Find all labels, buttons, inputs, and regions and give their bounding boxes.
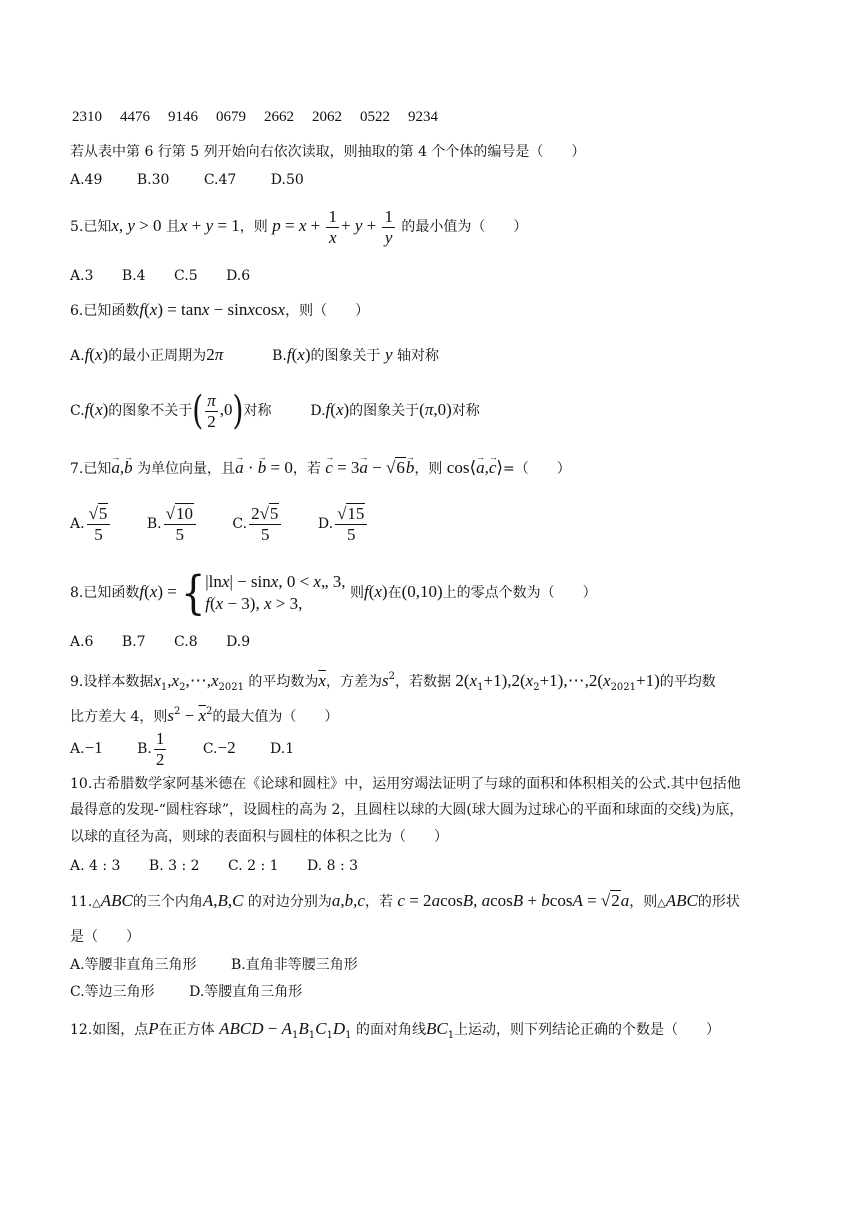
q6-stem: 6.已知函数f(x) = tanx − sinxcosx，则（ ） [70,300,370,319]
random-number: 0679 [216,109,246,125]
fraction: $\frac{1}{y}$ [384,206,393,247]
option-d: D. $\frac{√15}{5}$ [318,516,370,532]
q10-stem-line3: 以球的直径为高，则球的表面积与圆柱的体积之比为（ ） [70,829,448,845]
option-c: C.等边三角形 [70,984,155,1000]
option-a: A.49 [70,172,103,188]
random-number-row [72,107,456,127]
option-b: B.f(x)的图象关于 y 轴对称 [272,345,439,364]
q9-stem-line2: 比方差大 4，则$s^2 - \overline{x}^2$的最大值为（ ） [70,706,339,725]
option-c: C.f(x)的图象不关于( $\frac{\pi}{2}$ ,0)对称 [70,387,272,434]
random-number: 9146 [168,109,198,125]
option-d: D.1 [270,741,295,757]
option-c: C. $\frac{2√5}{5}$ [232,516,283,532]
q10-stem-line1: 10.古希腊数学家阿基米德在《论球和圆柱》中，运用穷竭法证明了与球的面积和体积相关的公式.其中包括他 [70,776,741,792]
random-number: 0522 [360,109,390,125]
option-d: D. 8 : 3 [306,858,359,874]
option-a: A. $\frac{√5}{5}$ [70,516,112,532]
option-b: B.4 [121,268,146,284]
q12-stem: 12.如图，点P在正方体 ABCD − $A_1B_1C_1D_1$ 的面对角线$BC_1$上运动，则下列结论正确的个数是（ ） [70,1019,721,1041]
q6-options-ab [70,345,439,366]
option-c: C.5 [174,268,198,284]
option-d: D.等腰直角三角形 [189,984,303,1000]
q8-options [70,632,250,652]
fraction: $\frac{1}{x}$ [328,206,337,247]
q5-options [70,266,250,286]
option-b: B.30 [136,172,170,188]
piecewise-function: |lnx| − sinx, 0 < x„ 3, f(x − 3), x > 3, [205,572,346,613]
q10-options [70,856,358,876]
option-c: C.−2 [202,738,236,757]
option-c: C.47 [203,172,237,188]
random-number: 2662 [264,109,294,125]
q11-options-cd [70,982,302,1002]
random-number: 2062 [312,109,342,125]
option-a: A.−1 [70,738,103,757]
q9-options [70,726,294,771]
option-d: D.50 [270,172,304,188]
option-c: C. 2 : 1 [227,858,279,874]
option-b: B.直角非等腰三角形 [231,957,358,973]
q9-stem: 9.设样本数据$x_1,x_2,\cdots,x_{2021}$ 的平均数为$\overline{x}$，方差为$s^2$，若数据 $2(x_1+1),2(x_2+1),\cdots,2(x_{2021}+1)$的平均数 [70,671,716,693]
option-c: C.8 [174,634,198,650]
random-number: 2310 [72,109,102,125]
q7-stem: 7.已知→ a,→ b 为单位向量，且→ a · → b = 0，若 → c = 3→ a − √6→ b，则 cos⟨→ a,→ c⟩=（ ） [70,458,571,479]
option-b: B. 3 : 2 [148,858,200,874]
option-a: A.等腰非直角三角形 [70,957,197,973]
q5-stem: 5.已知x, y > 0 且x + y = 1，则 p = x + $\frac{1}{x}$ + y + $\frac{1}{y}$ 的最小值为（ ） [70,206,528,247]
q10-stem-line2: 最得意的发现-“圆柱容球”，设圆柱的高为 2，且圆柱以球的大圆(球大圆为过球心的平面和球面的交线)为底， [70,802,744,818]
option-d: D.6 [226,268,251,284]
q4-options [70,170,304,190]
q4-stem: 若从表中第 6 行第 5 列开始向右依次读取，则抽取的第 4 个个体的编号是（ ） [70,144,586,160]
option-b: B.7 [121,634,146,650]
option-b: B. $\frac{1}{2}$ [137,728,165,769]
q11-stem: 11.△ABC的三个内角A,B,C 的对边分别为a,b,c，若 c = 2acosB, acosB + bcosA = √2a，则△ABC的形状 [70,891,740,910]
q6-options-cd [70,388,480,433]
q7-options [70,502,369,546]
random-number: 9234 [408,109,438,125]
q11-stem-line2: 是（ ） [70,929,140,945]
option-a: A. 4 : 3 [70,858,121,874]
option-a: A.3 [70,268,94,284]
q11-options-ab [70,955,358,975]
option-a: A.f(x)的最小正周期为2π [70,345,224,364]
q8-stem: 8.已知函数f(x) = { |lnx| − sinx, 0 < x„ 3, f(x − 3), x > 3, 则f(x)在(0,10)上的零点个数为（ ） [70,566,597,620]
option-d: D.9 [226,634,251,650]
random-number: 4476 [120,109,150,125]
option-d: D.f(x)的图象关于(π,0)对称 [310,400,480,419]
option-b: B. $\frac{√10}{5}$ [147,516,198,532]
option-a: A.6 [70,634,94,650]
